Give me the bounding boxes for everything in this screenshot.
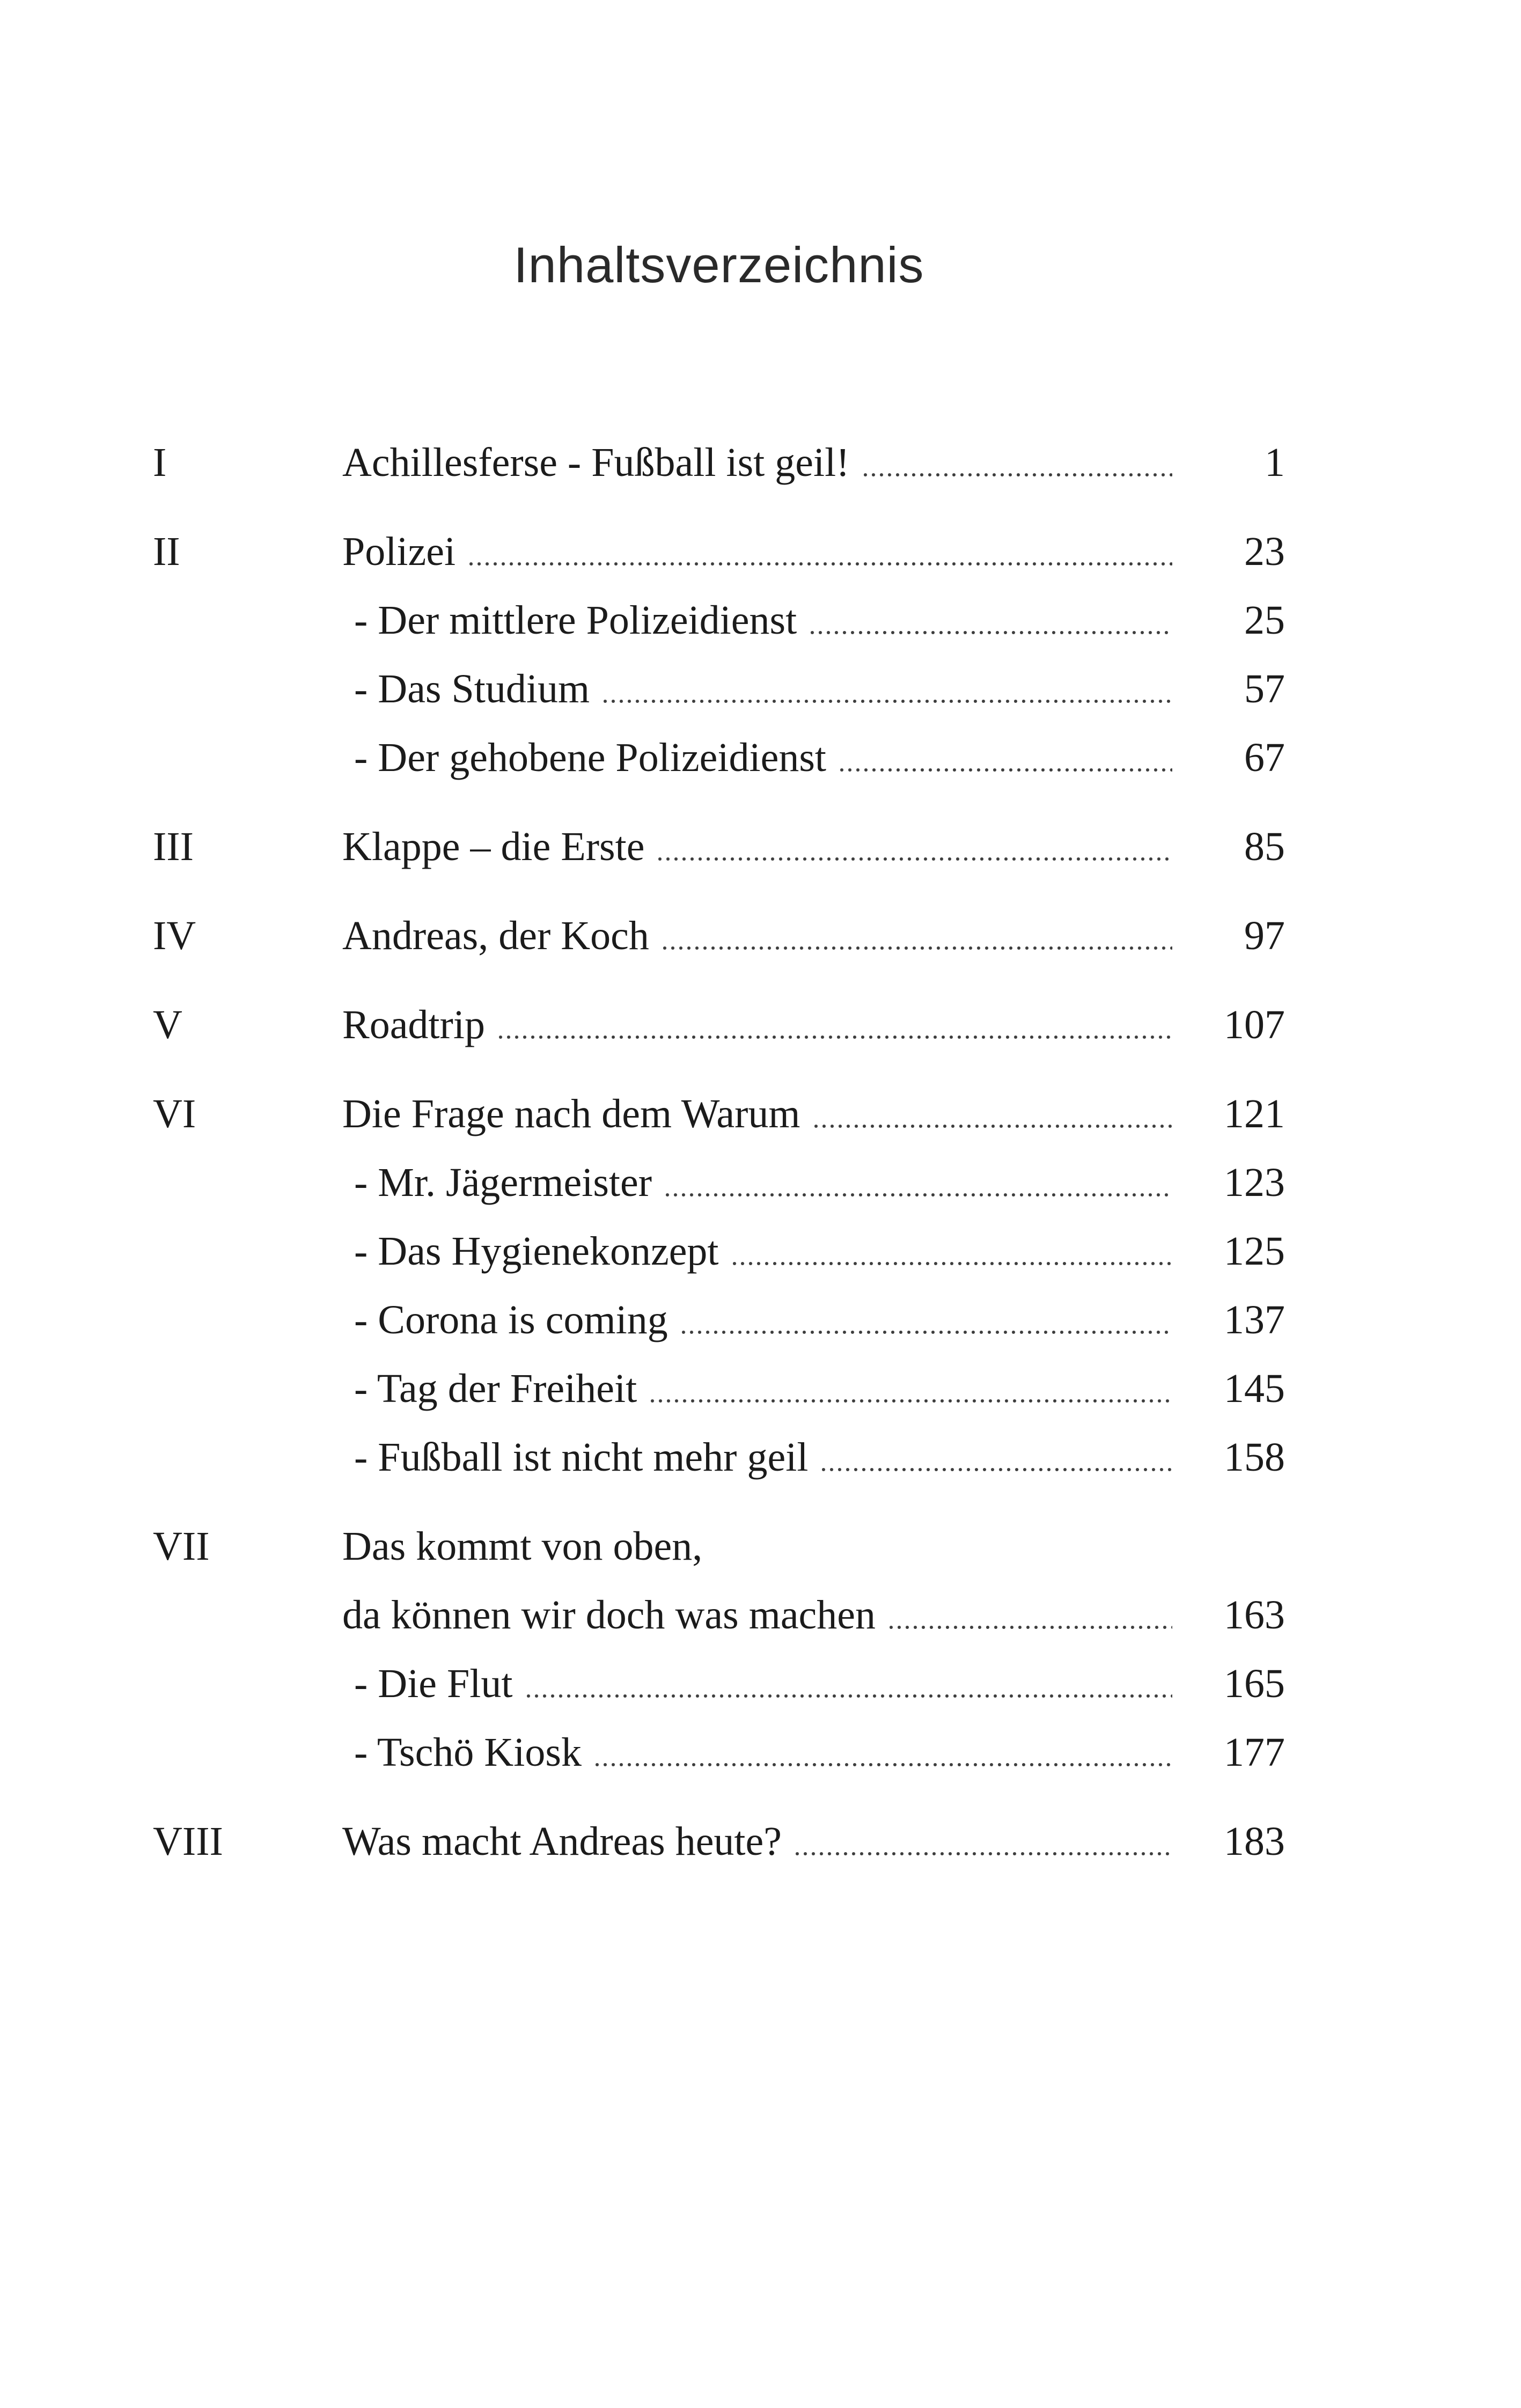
entry-label: Achillesferse - Fußball ist geil! — [342, 440, 850, 485]
page-number: 158 — [1224, 1435, 1285, 1480]
toc-row — [153, 1354, 1285, 1423]
entry-label: Klappe – die Erste — [342, 824, 645, 869]
dot-leader — [890, 1626, 1172, 1629]
entry-label: - Mr. Jägermeister — [354, 1160, 652, 1205]
entry-label: Andreas, der Koch — [342, 913, 649, 958]
page-number: 25 — [1244, 598, 1285, 643]
toc-row — [153, 901, 1285, 970]
toc-row — [153, 1423, 1285, 1492]
entry-label: da können wir doch was machen — [342, 1592, 876, 1638]
dot-leader — [811, 631, 1172, 634]
entry-label: - Corona is coming — [354, 1297, 668, 1342]
toc-row — [153, 1286, 1285, 1354]
page-number: 165 — [1224, 1661, 1285, 1706]
toc-row — [153, 428, 1285, 497]
entry-label: - Die Flut — [354, 1661, 513, 1706]
page-number: 125 — [1224, 1229, 1285, 1274]
dot-leader — [682, 1331, 1172, 1334]
page-title: Inhaltsverzeichnis — [513, 237, 924, 293]
entry-label: Das kommt von oben, — [342, 1524, 703, 1569]
dot-leader — [469, 562, 1172, 566]
chapter-numeral: VIII — [153, 1819, 223, 1864]
entry-label: - Das Hygienekonzept — [354, 1229, 719, 1274]
dot-leader — [651, 1399, 1172, 1403]
page-number: 107 — [1224, 1002, 1285, 1047]
toc-row — [153, 723, 1285, 792]
page-number: 123 — [1224, 1160, 1285, 1205]
page-number: 57 — [1244, 666, 1285, 711]
entry-label: Was macht Andreas heute? — [342, 1819, 782, 1864]
toc-row — [153, 1512, 1285, 1581]
toc-row — [153, 990, 1285, 1059]
page-number: 97 — [1244, 913, 1285, 958]
chapter-numeral: IV — [153, 913, 196, 958]
page-number: 121 — [1224, 1091, 1285, 1136]
entry-label: - Fußball ist nicht mehr geil — [354, 1435, 809, 1480]
entry-label: - Der mittlere Polizeidienst — [354, 598, 797, 643]
dot-leader — [822, 1468, 1172, 1471]
entry-label: - Das Studium — [354, 666, 590, 711]
page-number: 137 — [1224, 1297, 1285, 1342]
entry-label: Die Frage nach dem Warum — [342, 1091, 800, 1136]
toc-row — [153, 1080, 1285, 1148]
dot-leader — [527, 1694, 1172, 1698]
entry-label: - Tag der Freiheit — [354, 1366, 637, 1411]
dot-leader — [840, 768, 1172, 772]
toc-row — [153, 517, 1285, 586]
page-number: 163 — [1224, 1592, 1285, 1638]
dot-leader — [733, 1262, 1172, 1265]
toc-row — [153, 1217, 1285, 1286]
entry-label: Polizei — [342, 529, 456, 574]
entry-label: - Der gehobene Polizeidienst — [354, 735, 827, 780]
page-number: 145 — [1224, 1366, 1285, 1411]
page-number: 85 — [1244, 824, 1285, 869]
page-number: 183 — [1224, 1819, 1285, 1864]
toc-row — [153, 1649, 1285, 1718]
toc-row — [153, 1581, 1285, 1649]
dot-leader — [666, 1193, 1172, 1196]
chapter-numeral: I — [153, 440, 167, 485]
dot-leader — [814, 1125, 1172, 1128]
entry-label: Roadtrip — [342, 1002, 485, 1047]
page-number: 67 — [1244, 735, 1285, 780]
dot-leader — [499, 1036, 1172, 1039]
dot-leader — [596, 1763, 1172, 1766]
chapter-numeral: VII — [153, 1524, 210, 1569]
page-number: 23 — [1244, 529, 1285, 574]
chapter-numeral: II — [153, 529, 180, 574]
dot-leader — [796, 1852, 1172, 1855]
page-number: 1 — [1265, 440, 1285, 485]
toc-row — [153, 586, 1285, 655]
page-number: 177 — [1224, 1730, 1285, 1775]
toc-row — [153, 1807, 1285, 1876]
dot-leader — [864, 473, 1172, 476]
chapter-numeral: III — [153, 824, 194, 869]
toc-row — [153, 655, 1285, 723]
dot-leader — [658, 857, 1172, 861]
toc-row — [153, 1718, 1285, 1787]
dot-leader — [604, 700, 1172, 703]
chapter-numeral: VI — [153, 1091, 196, 1136]
toc-row — [153, 1148, 1285, 1217]
toc-row — [153, 812, 1285, 881]
chapter-numeral: V — [153, 1002, 182, 1047]
dot-leader — [663, 946, 1172, 950]
entry-label: - Tschö Kiosk — [354, 1730, 582, 1775]
toc-list — [153, 428, 1285, 1876]
